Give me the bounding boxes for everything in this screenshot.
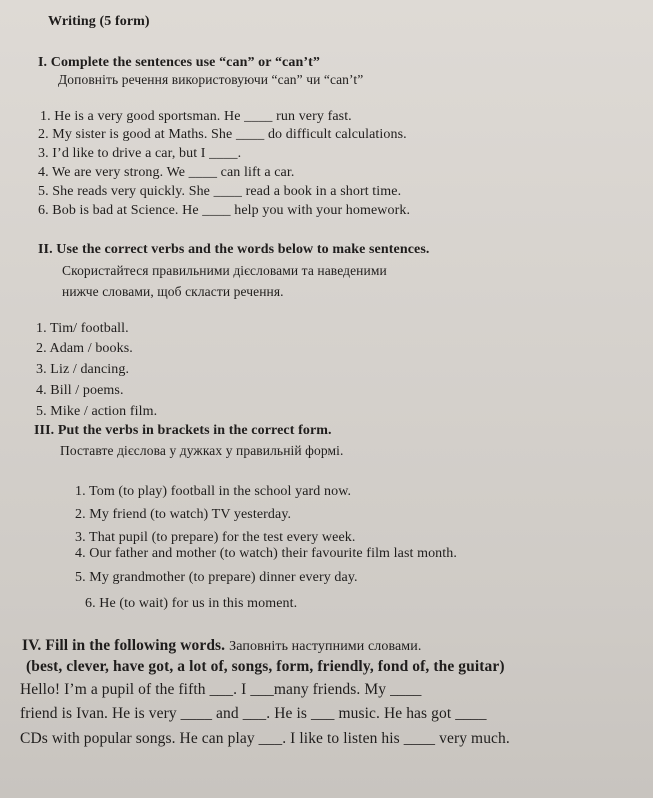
section-2-instruction-ua-line2: нижче словами, щоб скласти речення.: [62, 284, 284, 299]
section-4-text-line: Hello! I’m a pupil of the fifth ___. I ___many friends. My ____: [20, 681, 422, 698]
section-3-item: 2. My friend (to watch) TV yesterday.: [75, 507, 292, 522]
section-3-item: 4. Our father and mother (to watch) their favourite film last month.: [75, 546, 457, 561]
section-4-heading-ua: Заповніть наступними словами.: [229, 639, 422, 654]
section-2-item: 4. Bill / poems.: [36, 383, 124, 398]
section-3-instruction-ua: Поставте дієслова у дужках у правильній формі.: [60, 443, 344, 458]
section-2-item: 5. Mike / action film.: [36, 404, 158, 419]
section-3-item: 6. He (to wait) for us in this moment.: [85, 596, 298, 611]
section-4-word-list: (best, clever, have got, a lot of, songs, form, friendly, fond of, the guitar): [26, 658, 505, 675]
section-1-heading: I. Complete the sentences use “can” or “can’t”: [38, 55, 320, 70]
section-4-text-line: CDs with popular songs. He can play ___. I like to listen his ____ very much.: [20, 730, 510, 747]
section-1-item: 2. My sister is good at Maths. She ____ do difficult calculations.: [38, 127, 407, 142]
section-2-heading: II. Use the correct verbs and the words below to make sentences.: [38, 242, 430, 257]
section-2-item: 1. Tim/ football.: [36, 321, 129, 336]
section-2-item: 2. Adam / books.: [36, 341, 133, 356]
worksheet-title: Writing (5 form): [48, 14, 150, 29]
section-1-item: 3. I’d like to drive a car, but I ____.: [38, 146, 242, 161]
section-4-text-line: friend is Ivan. He is very ____ and ___. He is ___ music. He has got ____: [20, 705, 487, 722]
section-1-instruction-ua: Доповніть речення використовуючи “can” чи “can’t”: [58, 72, 364, 87]
section-3-item: 5. My grandmother (to prepare) dinner every day.: [75, 570, 358, 585]
section-1-item: 5. She reads very quickly. She ____ read a book in a short time.: [38, 184, 402, 199]
section-2-item: 3. Liz / dancing.: [36, 362, 130, 377]
section-3-item: 1. Tom (to play) football in the school yard now.: [75, 484, 352, 499]
section-1-item: 4. We are very strong. We ____ can lift a car.: [38, 165, 295, 180]
section-1-item: 1. He is a very good sportsman. He ____ run very fast.: [40, 109, 352, 124]
section-1-item: 6. Bob is bad at Science. He ____ help you with your homework.: [38, 203, 411, 218]
section-3-item: 3. That pupil (to prepare) for the test every week.: [75, 530, 356, 545]
section-4-heading: [22, 637, 421, 656]
section-3-heading: III. Put the verbs in brackets in the correct form.: [34, 423, 332, 438]
section-4-heading-en: IV. Fill in the following words.: [22, 637, 226, 654]
section-2-instruction-ua-line1: Скористайтеся правильними дієсловами та наведеними: [62, 263, 387, 278]
